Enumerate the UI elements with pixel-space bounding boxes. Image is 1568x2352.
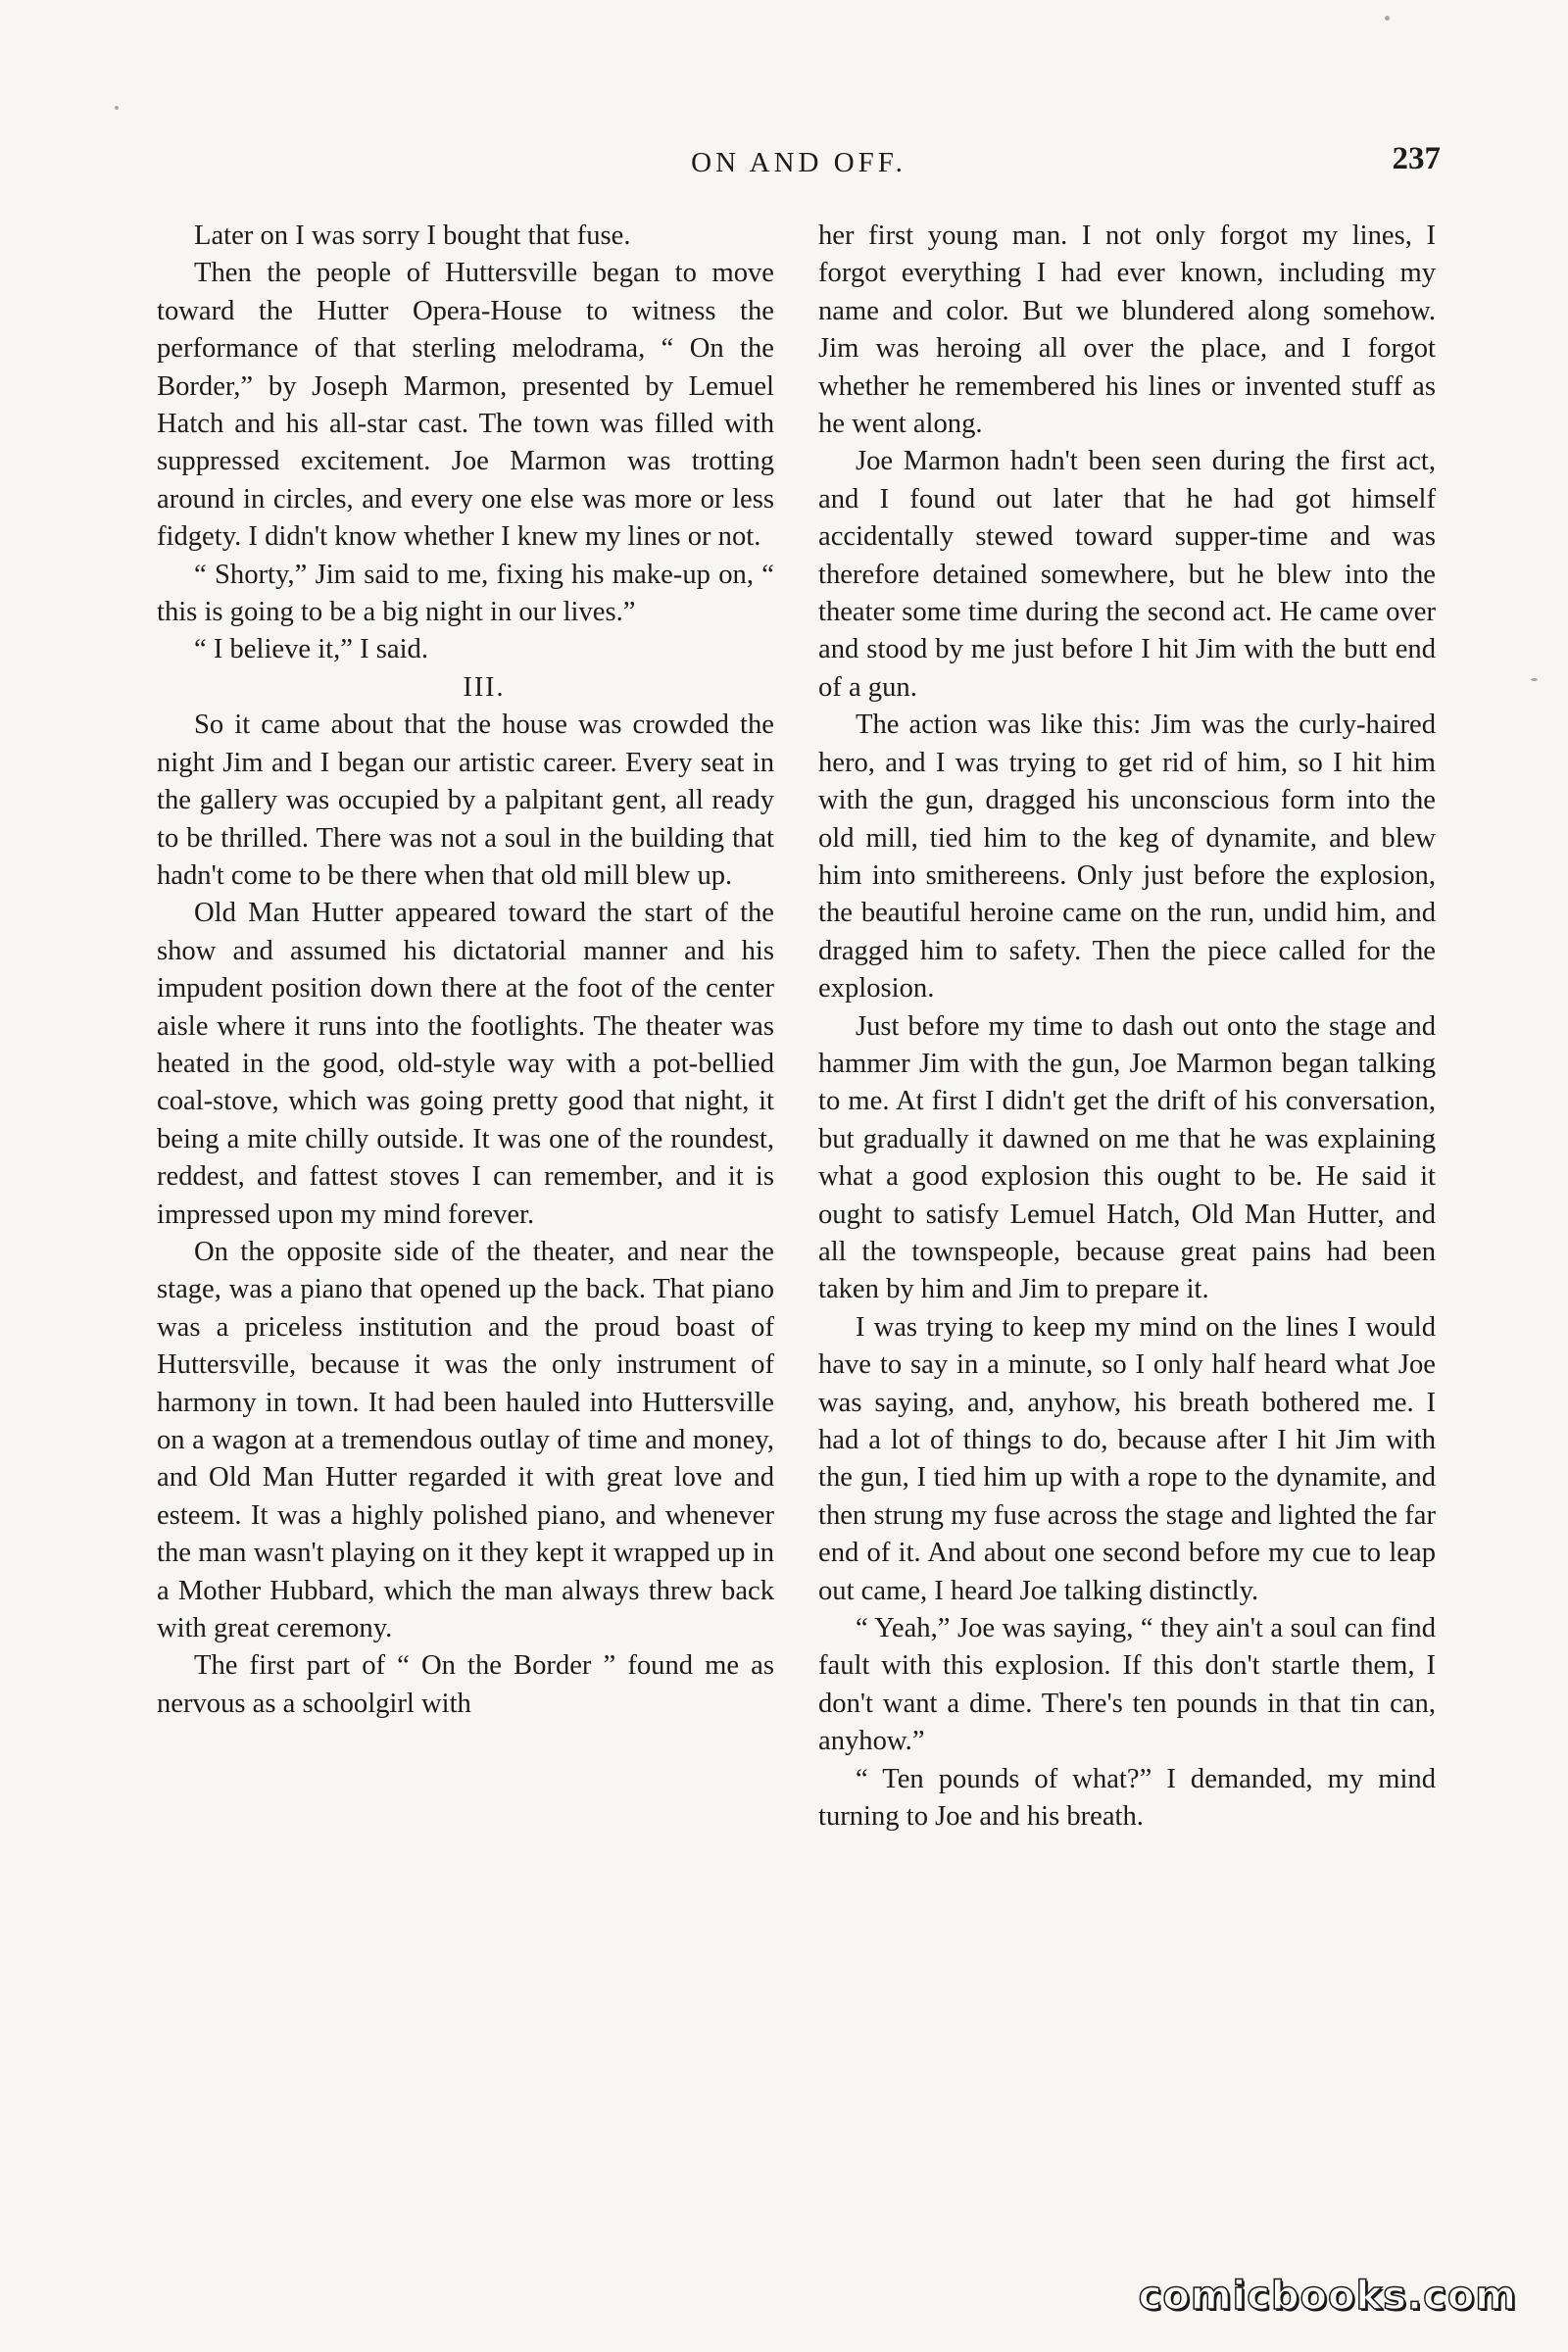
paragraph: Just before my time to dash out onto the stage and hammer Jim with the gun, Joe Marmon began talking to me. At first I didn't get the drift of his conversation, but gradually it dawned on me that he was explaining what a good explosion this ought to be. He said it ought to satisfy Lemuel Hatch, Old Man Hutter, and all the townspeople, because great pains had been taken by him and Jim to prepare it.: [818, 1010, 1436, 1305]
paragraph: The first part of “ On the Border ” found me as nervous as a schoolgirl with: [157, 1650, 774, 1719]
paragraph: her first young man. I not only forgot my lines, I forgot everything I had ever known, including my name and color. But we blundered along somehow. Jim was heroing all over the place, and I forgot whether he remembered his lines or invented stuff as he went along.: [818, 220, 1436, 440]
paragraph: “ Yeah,” Joe was saying, “ they ain't a soul can find fault with this explosion. If this don't startle them, I don't want a dime. There's ten pounds in that tin can, anyhow.”: [818, 1613, 1436, 1757]
section-heading: III.: [463, 671, 506, 703]
paragraph: Joe Marmon hadn't been seen during the first act, and I found out later that he had got himself accidentally stewed toward supper-time and was therefore detained somewhere, but he blew into the theater some time during the second act. He came over and stood by me just before I hit Jim with the butt end of a gun.: [818, 446, 1436, 703]
running-head: [157, 141, 1441, 184]
paper-speck: [115, 106, 119, 110]
paragraph: “ Ten pounds of what?” I demanded, my mind turning to Joe and his breath.: [818, 1763, 1436, 1833]
running-title: ON AND OFF.: [691, 147, 906, 178]
left-column: [157, 218, 774, 1723]
site-watermark: comicbooks.com: [1138, 2274, 1517, 2319]
paper-speck: [1531, 678, 1538, 681]
paragraph: Then the people of Huttersville began to move toward the Hutter Opera-House to witness the performance of that sterling melodrama, “ On the Border,” by Joseph Marmon, presented by Lemuel Hatch and his all-star cast. The town was filled with suppressed excitement. Joe Marmon was trotting around in circles, and every one else was more or less fidgety. I didn't know whether I knew my lines or not.: [157, 258, 774, 553]
paragraph: So it came about that the house was crowded the night Jim and I began our artistic career. Every seat in the gallery was occupied by a palpitant gent, all ready to be thrilled. There was not a soul in the building that hadn't come to be there when that old mill blew up.: [157, 710, 774, 891]
paragraph: I was trying to keep my mind on the lines I would have to say in a minute, so I only half heard what Joe was saying, and, anyhow, his breath bothered me. I had a lot of things to do, because after I hit Jim with the gun, I tied him up with a rope to the dynamite, and then strung my fuse across the stage and lighted the far end of it. And about one second before my cue to leap out came, I heard Joe talking distinctly.: [818, 1311, 1436, 1606]
paragraph: The action was like this: Jim was the curly-haired hero, and I was trying to get rid of him, so I hit him with the gun, dragged his unconscious form into the old mill, tied him to the keg of dynamite, and blew him into smithereens. Only just before the explosion, the beautiful heroine came on the run, undid him, and dragged him to safety. Then the piece called for the explosion.: [818, 710, 1436, 1004]
paragraph: “ I believe it,” I said.: [194, 634, 428, 665]
right-column: [818, 218, 1436, 1836]
paragraph: On the opposite side of the theater, and near the stage, was a piano that opened up the back. That piano was a priceless institution and the proud boast of Huttersville, because it was the only instrument of harmony in town. It had been hauled into Huttersville on a wagon at a tremendous outlay of time and money, and Old Man Hutter regarded it with great love and esteem. It was a highly polished piano, and whenever the man wasn't playing on it they kept it wrapped up in a Mother Hubbard, which the man always threw back with great ceremony.: [157, 1236, 774, 1644]
paragraph: Later on I was sorry I bought that fuse.: [194, 220, 631, 251]
paragraph: Old Man Hutter appeared toward the start of the show and assumed his dictatorial manner and his impudent position down there at the foot of the center aisle where it runs into the footlights. The theater was heated in the good, old-style way with a pot-bellied coal-stove, which was going pretty good that night, it being a mite chilly outside. It was one of the roundest, reddest, and fattest stoves I can remember, and it is impressed upon my mind forever.: [157, 898, 774, 1230]
page-number: 237: [1392, 141, 1441, 176]
paper-speck: [1385, 16, 1390, 21]
paragraph: “ Shorty,” Jim said to me, fixing his make-up on, “ this is going to be a big night in our lives.”: [157, 559, 774, 628]
